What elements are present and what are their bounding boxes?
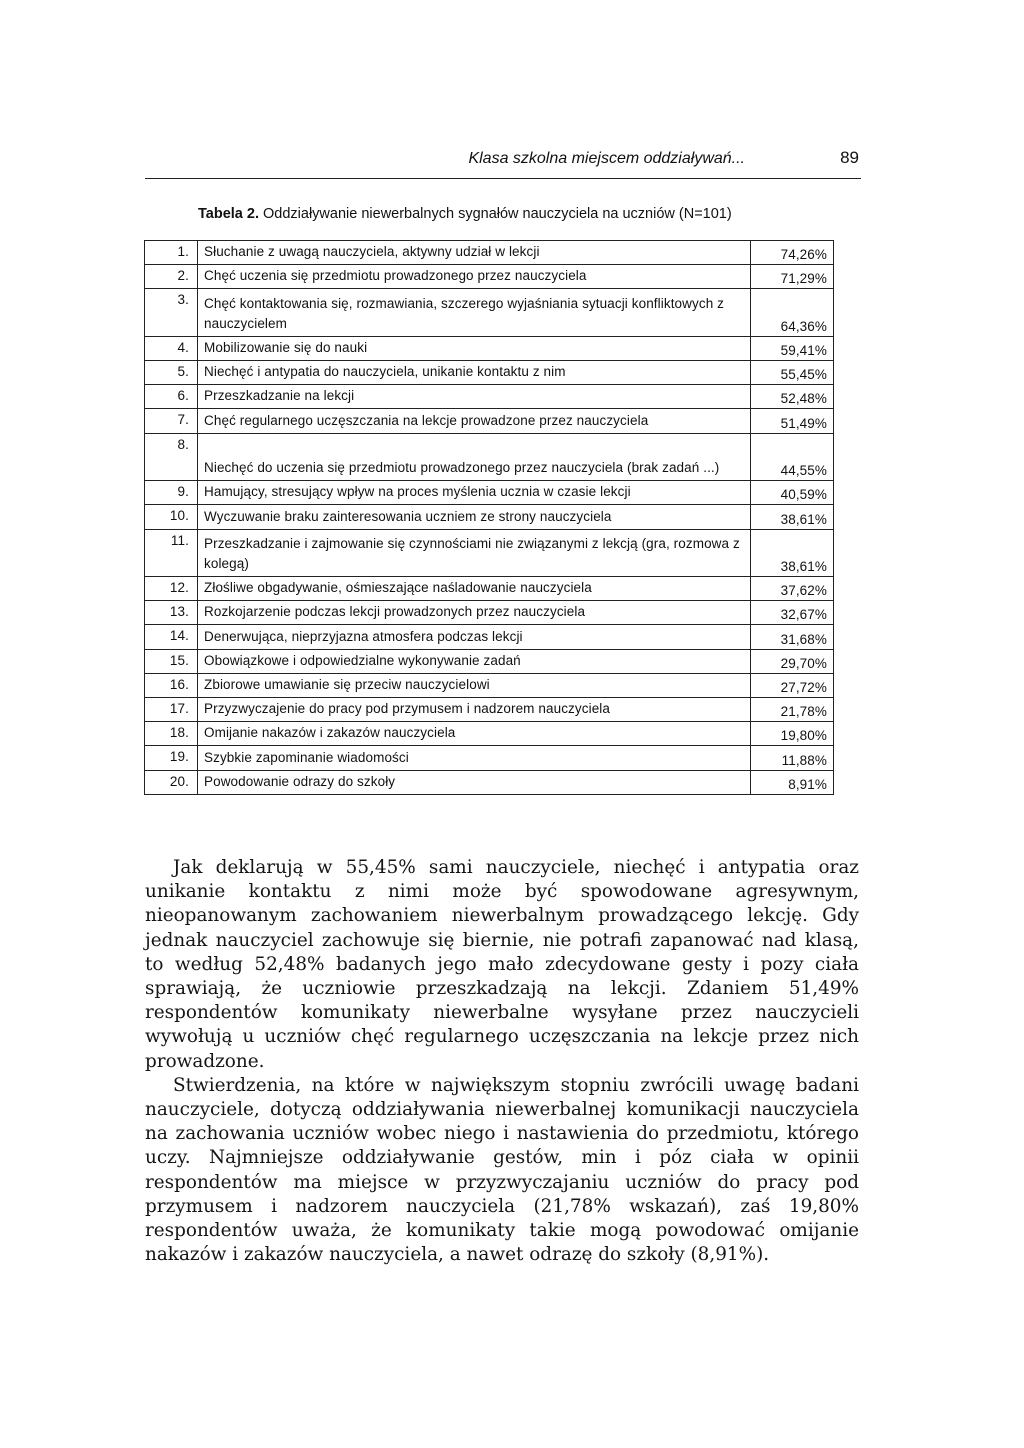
table-row — [145, 770, 834, 794]
running-title: Klasa szkolna miejscem oddziaływań... — [468, 150, 745, 167]
table-caption-text: Oddziaływanie niewerbalnych sygnałów nauczyciela na uczniów (N=101) — [263, 206, 732, 222]
row-number: 14. — [145, 625, 198, 649]
row-statement: Przeszkadzanie i zajmowanie się czynnościami nie związanymi z lekcją (gra, rozmowa z kolegą) — [198, 529, 751, 577]
table-row — [145, 361, 834, 385]
table-row — [145, 697, 834, 721]
row-statement: Szybkie zapominanie wiadomości — [198, 746, 751, 770]
row-number: 13. — [145, 601, 198, 625]
row-statement: Złośliwe obgadywanie, ośmieszające naśladowanie nauczyciela — [198, 577, 751, 601]
row-percentage: 71,29% — [751, 265, 834, 289]
table-row — [145, 722, 834, 746]
running-header — [145, 150, 861, 179]
row-percentage: 21,78% — [751, 697, 834, 721]
row-percentage: 19,80% — [751, 722, 834, 746]
row-number: 1. — [145, 241, 198, 265]
row-statement: Niechęć do uczenia się przedmiotu prowadzonego przez nauczyciela (brak zadań ...) — [198, 433, 751, 481]
table-caption — [198, 206, 732, 222]
row-statement: Obowiązkowe i odpowiedzialne wykonywanie zadań — [198, 649, 751, 673]
row-percentage: 32,67% — [751, 601, 834, 625]
row-number: 3. — [145, 289, 198, 337]
table-row — [145, 601, 834, 625]
row-number: 12. — [145, 577, 198, 601]
row-statement: Przyzwyczajenie do pracy pod przymusem i nadzorem nauczyciela — [198, 697, 751, 721]
row-percentage: 52,48% — [751, 385, 834, 409]
table-caption-label: Tabela 2. — [198, 206, 259, 222]
row-statement: Słuchanie z uwagą nauczyciela, aktywny udział w lekcji — [198, 241, 751, 265]
row-number: 6. — [145, 385, 198, 409]
row-number: 10. — [145, 505, 198, 529]
row-statement: Mobilizowanie się do nauki — [198, 336, 751, 360]
paragraph: Jak deklarują w 55,45% sami nauczyciele, niechęć i antypatia oraz unikanie kontaktu z nimi może być spowodowane agresywnym, nieopanowanym zachowaniem niewerbalnym prowadzącego lekcję. Gdy jednak nauczyciel zachowuje się biernie, nie potrafi zapanować nad klasą, to według 52,48% badanych jego mało zdecydowane gesty i pozy ciała sprawiają, że uczniowie przeszkadzają na lekcji. Zdaniem 51,49% respondentów komunikaty niewerbalne wysyłane przez nauczycieli wywołują u uczniów chęć regularnego uczęszczania na lekcje przez nich prowadzone. — [145, 857, 859, 1072]
row-statement: Zbiorowe umawianie się przeciw nauczycielowi — [198, 673, 751, 697]
row-statement: Hamujący, stresujący wpływ na proces myślenia ucznia w czasie lekcji — [198, 481, 751, 505]
row-number: 16. — [145, 673, 198, 697]
table-row — [145, 625, 834, 649]
row-percentage: 29,70% — [751, 649, 834, 673]
table-row — [145, 385, 834, 409]
row-number: 7. — [145, 409, 198, 433]
row-statement: Niechęć i antypatia do nauczyciela, unikanie kontaktu z nim — [198, 361, 751, 385]
row-number: 18. — [145, 722, 198, 746]
table-row — [145, 241, 834, 265]
table-row — [145, 289, 834, 337]
row-number: 11. — [145, 529, 198, 577]
table-row — [145, 529, 834, 577]
row-statement: Chęć regularnego uczęszczania na lekcje prowadzone przez nauczyciela — [198, 409, 751, 433]
table-row — [145, 746, 834, 770]
row-statement: Powodowanie odrazy do szkoły — [198, 770, 751, 794]
paragraph: Stwierdzenia, na które w największym stopniu zwrócili uwagę badani nauczyciele, dotyczą oddziaływania niewerbalnej komunikacji nauczyciela na zachowania uczniów wobec niego i nastawienia do przedmiotu, którego uczy. Najmniejsze oddziaływanie gestów, min i póz ciała w opinii respondentów ma miejsce w przyzwyczajaniu uczniów do pracy pod przymusem i nadzorem nauczyciela (21,78% wskazań), zaś 19,80% respondentów uważa, że komunikaty takie mogą powodować omijanie nakazów i zakazów nauczyciela, a nawet odrazę do szkoły (8,91%). — [145, 1074, 859, 1266]
table-row — [145, 336, 834, 360]
row-percentage: 11,88% — [751, 746, 834, 770]
row-percentage: 31,68% — [751, 625, 834, 649]
row-percentage: 38,61% — [751, 505, 834, 529]
table-row — [145, 409, 834, 433]
row-percentage: 51,49% — [751, 409, 834, 433]
row-statement: Wyczuwanie braku zainteresowania uczniem ze strony nauczyciela — [198, 505, 751, 529]
row-statement: Rozkojarzenie podczas lekcji prowadzonych przez nauczyciela — [198, 601, 751, 625]
row-percentage: 55,45% — [751, 361, 834, 385]
row-percentage: 37,62% — [751, 577, 834, 601]
row-statement: Chęć kontaktowania się, rozmawiania, szczerego wyjaśniania sytuacji konfliktowych z nauczycielem — [198, 289, 751, 337]
table-row — [145, 649, 834, 673]
row-statement: Przeszkadzanie na lekcji — [198, 385, 751, 409]
row-percentage: 59,41% — [751, 336, 834, 360]
row-percentage: 27,72% — [751, 673, 834, 697]
results-table — [144, 240, 834, 795]
row-number: 20. — [145, 770, 198, 794]
table-row — [145, 577, 834, 601]
row-percentage: 74,26% — [751, 241, 834, 265]
row-statement: Omijanie nakazów i zakazów nauczyciela — [198, 722, 751, 746]
row-statement: Chęć uczenia się przedmiotu prowadzonego przez nauczyciela — [198, 265, 751, 289]
row-number: 5. — [145, 361, 198, 385]
row-number: 9. — [145, 481, 198, 505]
row-number: 2. — [145, 265, 198, 289]
row-percentage: 38,61% — [751, 529, 834, 577]
page-number: 89 — [840, 148, 859, 167]
row-percentage: 44,55% — [751, 433, 834, 481]
row-percentage: 64,36% — [751, 289, 834, 337]
table-row — [145, 505, 834, 529]
table-row — [145, 673, 834, 697]
row-number: 17. — [145, 697, 198, 721]
table-row — [145, 433, 834, 481]
row-percentage: 40,59% — [751, 481, 834, 505]
row-percentage: 8,91% — [751, 770, 834, 794]
row-statement: Denerwująca, nieprzyjazna atmosfera podczas lekcji — [198, 625, 751, 649]
table-row — [145, 481, 834, 505]
table-row — [145, 265, 834, 289]
body-text — [145, 856, 859, 1267]
row-number: 15. — [145, 649, 198, 673]
row-number: 19. — [145, 746, 198, 770]
row-number: 4. — [145, 336, 198, 360]
row-number: 8. — [145, 433, 198, 481]
